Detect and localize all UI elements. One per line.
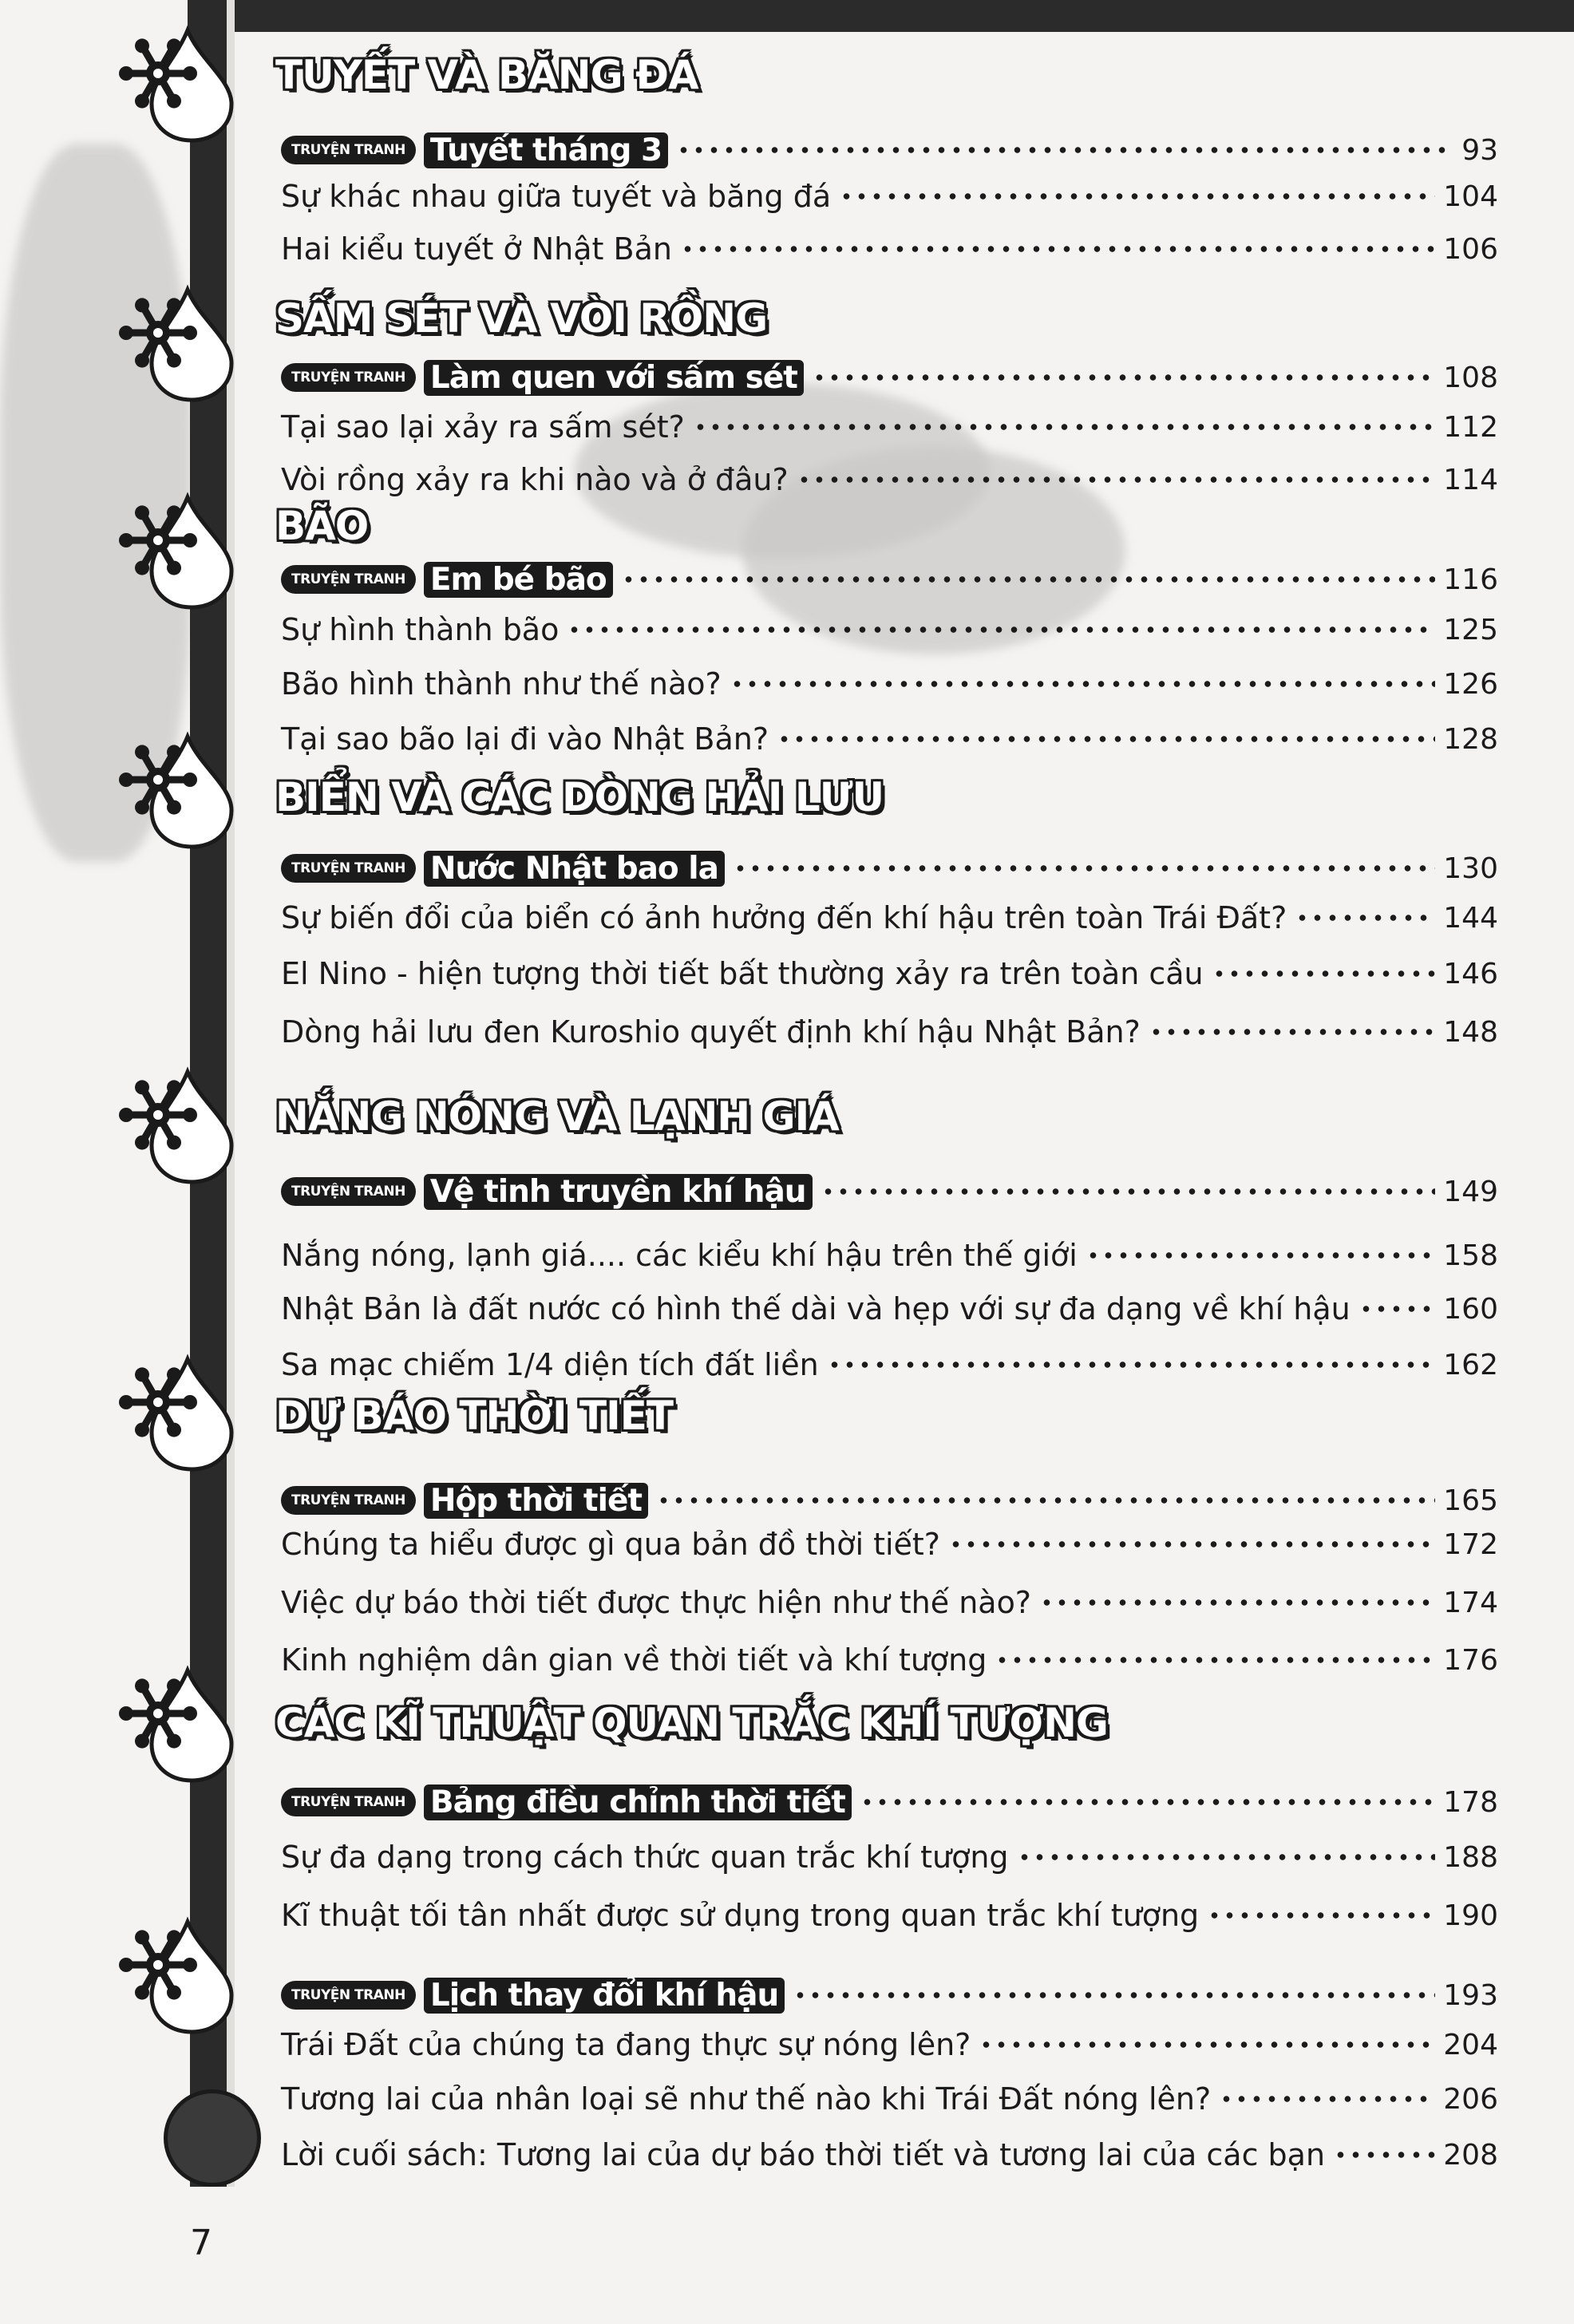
toc-entry[interactable] [281, 1008, 1498, 1056]
dot-leader [1017, 1853, 1436, 1861]
toc-entry[interactable] [281, 715, 1498, 763]
entry-title: Sự hình thành bão [281, 612, 560, 647]
entry-page-number: 206 [1443, 2082, 1498, 2116]
dot-leader [948, 1540, 1435, 1548]
section-title: SẤM SÉT VÀ VÒI RỒNG [275, 295, 768, 342]
dot-leader [839, 192, 1435, 200]
entry-title: Trái Đất của chúng ta đang thực sự nóng lên? [281, 2027, 971, 2062]
comic-story-title: Nước Nhật bao la [424, 851, 725, 887]
entry-title: Tương lai của nhân loại sẽ như thế nào khi Trái Đất nóng lên? [281, 2081, 1212, 2116]
timeline-end-circle [164, 2089, 261, 2187]
toc-entry[interactable] [281, 950, 1498, 998]
entry-title: Sự biến đổi của biển có ảnh hưởng đến khí hậu trên toàn Trái Đất? [281, 900, 1287, 935]
dot-leader [567, 626, 1435, 634]
entry-page-number: 126 [1443, 667, 1498, 701]
toc-entry[interactable] [281, 660, 1498, 708]
entry-title: Sự đa dạng trong cách thức quan trắc khí tượng [281, 1840, 1009, 1875]
comic-story-title: Vệ tinh truyền khí hậu [424, 1174, 813, 1210]
toc-entry[interactable] [281, 1168, 1498, 1215]
comic-story-title: Em bé bão [424, 562, 613, 598]
entry-page-number: 108 [1443, 361, 1498, 394]
dot-leader [1039, 1599, 1435, 1607]
toc-entry[interactable] [281, 1891, 1498, 1939]
toc-entry[interactable] [281, 606, 1498, 654]
entry-page-number: 190 [1443, 1899, 1498, 1932]
entry-title: Chúng ta hiểu được gì qua bản đồ thời tiết? [281, 1527, 940, 1562]
entry-page-number: 104 [1443, 180, 1498, 213]
toc-entry[interactable] [281, 456, 1498, 504]
toc-entry[interactable] [281, 2131, 1498, 2179]
toc-entry[interactable] [281, 844, 1498, 892]
comic-story-title: Hộp thời tiết [424, 1483, 648, 1519]
dot-leader [812, 374, 1435, 381]
entry-title: Kinh nghiệm dân gian về thời tiết và khí tượng [281, 1642, 987, 1678]
comic-badge: TRUYỆN TRANH [281, 565, 416, 594]
dot-leader [1358, 1305, 1436, 1313]
entry-page-number: 160 [1443, 1292, 1498, 1326]
entry-page-number: 125 [1443, 613, 1498, 646]
entry-page-number: 106 [1443, 232, 1498, 266]
entry-title: Việc dự báo thời tiết được thực hiện như thế nào? [281, 1585, 1031, 1620]
entry-title: Tại sao bão lại đi vào Nhật Bản? [281, 721, 769, 757]
toc-entry[interactable] [281, 1971, 1498, 2019]
entry-page-number: 146 [1443, 957, 1498, 990]
entry-page-number: 144 [1443, 901, 1498, 935]
snowflake-drop-icon [112, 1353, 239, 1472]
toc-entry[interactable] [281, 894, 1498, 942]
snowflake-drop-icon [112, 730, 239, 850]
section-title: BIỂN VÀ CÁC DÒNG HẢI LƯU [275, 774, 884, 820]
toc-entry[interactable] [281, 1520, 1498, 1568]
snowflake-drop-icon [112, 1664, 239, 1784]
section-title: NẮNG NÓNG VÀ LẠNH GIÁ [275, 1093, 839, 1140]
dot-leader [1212, 970, 1436, 978]
dot-leader [777, 735, 1435, 743]
dot-leader [860, 1798, 1435, 1806]
comic-story-title: Lịch thay đổi khí hậu [424, 1978, 785, 2014]
dot-leader [656, 1496, 1435, 1504]
toc-entry[interactable] [281, 172, 1498, 220]
toc-entry[interactable] [281, 225, 1498, 273]
page-number: 7 [190, 2223, 212, 2263]
entry-title: Lời cuối sách: Tương lai của dự báo thời tiết và tương lai của các bạn [281, 2137, 1326, 2172]
dot-leader [1295, 914, 1435, 922]
dot-leader [693, 423, 1435, 431]
comic-story-title: Bảng điều chỉnh thời tiết [424, 1785, 852, 1820]
dot-leader [676, 146, 1453, 154]
entry-title: Vòi rồng xảy ra khi nào và ở đâu? [281, 462, 789, 497]
dot-leader [821, 1188, 1436, 1196]
entry-page-number: 128 [1443, 722, 1498, 756]
entry-page-number: 178 [1443, 1785, 1498, 1819]
comic-badge: TRUYỆN TRANH [281, 1981, 416, 2010]
toc-entry[interactable] [281, 403, 1498, 451]
snowflake-drop-icon [112, 24, 239, 144]
toc-entry[interactable] [281, 1778, 1498, 1826]
comic-badge: TRUYỆN TRANH [281, 854, 416, 883]
entry-title: Sa mạc chiếm 1/4 diện tích đất liền [281, 1347, 819, 1382]
entry-title: Hai kiểu tuyết ở Nhật Bản [281, 231, 672, 267]
entry-title: Dòng hải lưu đen Kuroshio quyết định khí hậu Nhật Bản? [281, 1014, 1141, 1049]
entry-page-number: 158 [1443, 1239, 1498, 1272]
toc-entry[interactable] [281, 1833, 1498, 1881]
dot-leader [1207, 1911, 1435, 1919]
dot-leader [995, 1656, 1435, 1664]
dot-leader [730, 680, 1436, 688]
dot-leader [1086, 1251, 1435, 1259]
entry-page-number: 162 [1443, 1348, 1498, 1381]
snowflake-drop-icon [112, 283, 239, 403]
dot-leader [827, 1361, 1436, 1369]
dot-leader [733, 864, 1435, 872]
toc-entry[interactable] [281, 555, 1498, 603]
dot-leader [1149, 1028, 1435, 1036]
entry-page-number: 204 [1443, 2028, 1498, 2061]
entry-page-number: 172 [1443, 1528, 1498, 1561]
section-title: CÁC KĨ THUẬT QUAN TRẮC KHÍ TƯỢNG [275, 1700, 1108, 1746]
toc-entry[interactable] [281, 354, 1498, 401]
dot-leader [680, 245, 1435, 253]
entry-page-number: 165 [1443, 1484, 1498, 1517]
toc-entry[interactable] [281, 1285, 1498, 1333]
entry-title: Nhật Bản là đất nước có hình thế dài và hẹp với sự đa dạng về khí hậu [281, 1291, 1351, 1326]
comic-badge: TRUYỆN TRANH [281, 1788, 416, 1816]
entry-title: Kĩ thuật tối tân nhất được sử dụng trong quan trắc khí tượng [281, 1898, 1200, 1933]
toc-entry[interactable] [281, 126, 1498, 174]
entry-page-number: 176 [1443, 1643, 1498, 1677]
dot-leader [1333, 2151, 1435, 2159]
toc-entry[interactable] [281, 1476, 1498, 1524]
dot-leader [1219, 2095, 1435, 2103]
entry-page-number: 148 [1443, 1015, 1498, 1049]
snowflake-drop-icon [112, 491, 239, 611]
entry-page-number: 116 [1443, 563, 1498, 596]
comic-badge: TRUYỆN TRANH [281, 1177, 416, 1206]
snowflake-drop-icon [112, 1065, 239, 1185]
snowflake-drop-icon [112, 1915, 239, 2035]
entry-title: El Nino - hiện tượng thời tiết bất thường xảy ra trên toàn cầu [281, 956, 1204, 991]
entry-page-number: 114 [1443, 463, 1498, 496]
dot-leader [979, 2041, 1435, 2049]
entry-page-number: 188 [1443, 1840, 1498, 1874]
toc-entry[interactable] [281, 1636, 1498, 1684]
section-title: TUYẾT VÀ BĂNG ĐÁ [275, 52, 698, 98]
toc-entry[interactable] [281, 2021, 1498, 2069]
entry-page-number: 174 [1443, 1586, 1498, 1619]
dot-leader [797, 476, 1436, 484]
comic-badge: TRUYỆN TRANH [281, 363, 416, 392]
entry-page-number: 149 [1443, 1175, 1498, 1208]
entry-page-number: 193 [1443, 1978, 1498, 2012]
comic-story-title: Làm quen với sấm sét [424, 360, 804, 396]
dot-leader [793, 1991, 1435, 1999]
entry-title: Sự khác nhau giữa tuyết và băng đá [281, 179, 832, 214]
comic-story-title: Tuyết tháng 3 [424, 132, 668, 168]
toc-entry[interactable] [281, 1579, 1498, 1626]
comic-badge: TRUYỆN TRANH [281, 1486, 416, 1515]
section-title: BÃO [275, 503, 369, 549]
entry-title: Tại sao lại xảy ra sấm sét? [281, 409, 685, 445]
dot-leader [621, 575, 1436, 583]
entry-title: Nắng nóng, lạnh giá.... các kiểu khí hậu trên thế giới [281, 1238, 1078, 1273]
toc-entry[interactable] [281, 1231, 1498, 1279]
toc-entry[interactable] [281, 1341, 1498, 1389]
entry-page-number: 208 [1443, 2138, 1498, 2172]
entry-title: Bão hình thành như thế nào? [281, 666, 722, 702]
comic-badge: TRUYỆN TRANH [281, 136, 416, 164]
top-bar [188, 0, 1574, 32]
section-title: DỰ BÁO THỜI TIẾT [275, 1393, 674, 1439]
entry-page-number: 93 [1461, 133, 1498, 167]
toc-entry[interactable] [281, 2075, 1498, 2123]
entry-page-number: 112 [1443, 410, 1498, 444]
entry-page-number: 130 [1443, 852, 1498, 885]
